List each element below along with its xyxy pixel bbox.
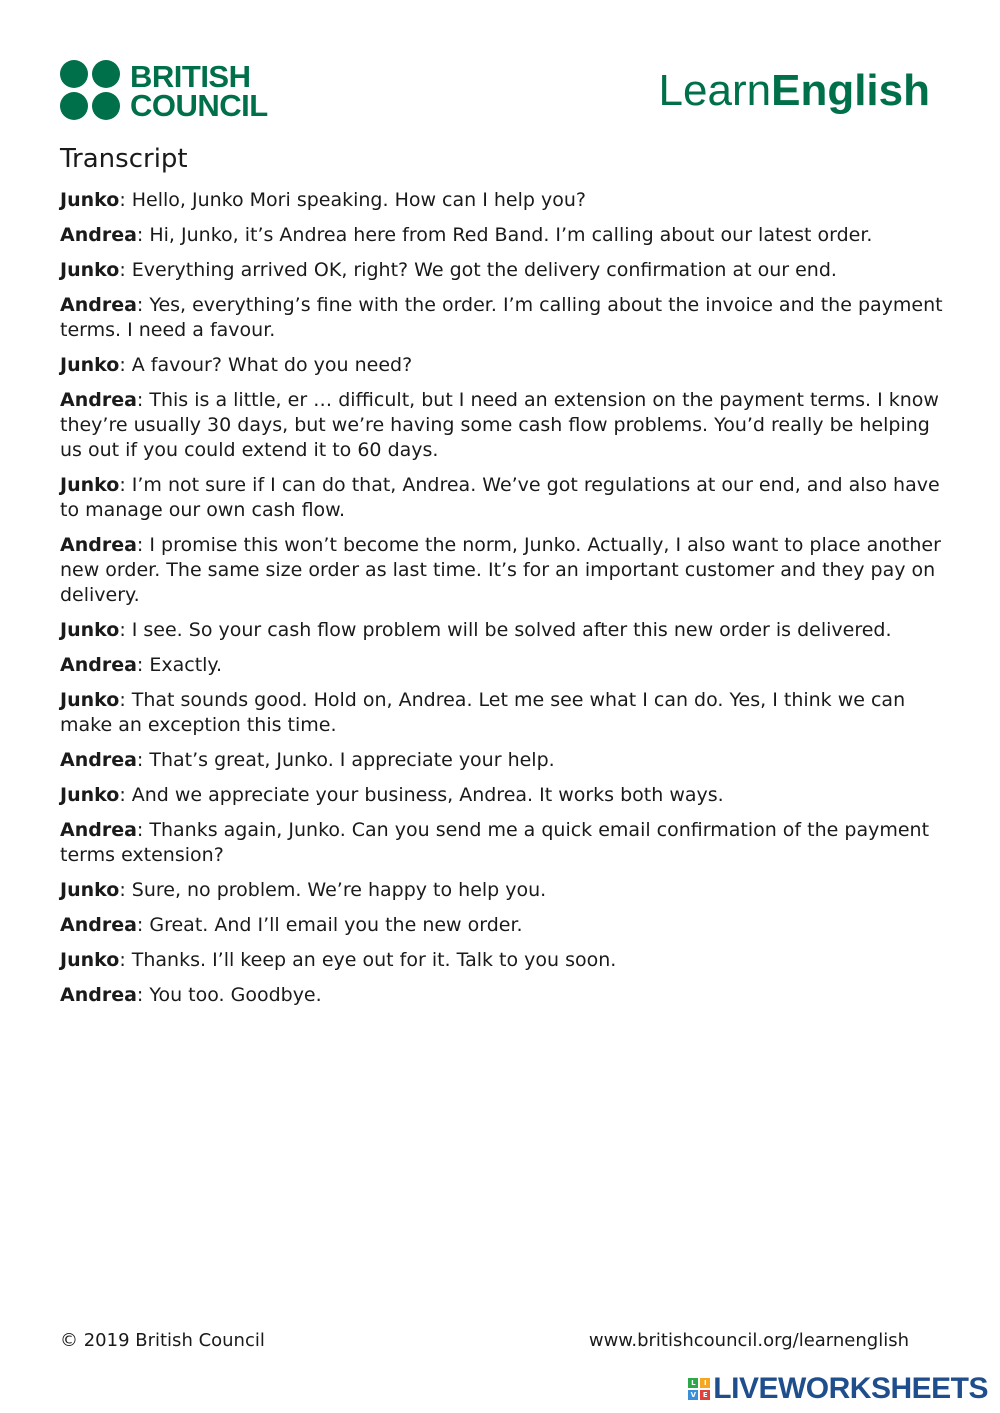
transcript-line	[60, 913, 945, 938]
british-council-logo	[60, 60, 268, 122]
speaker-name: Junko	[60, 689, 120, 711]
line-text: : Exactly.	[136, 654, 223, 676]
speaker-name: Junko	[60, 354, 120, 376]
speaker-name: Andrea	[60, 654, 137, 676]
british-council-wordmark	[130, 59, 268, 123]
line-text: : Thanks again, Junko. Can you send me a quick email confirmation of the payment terms extension?	[60, 819, 930, 866]
british-council-dots-icon	[60, 60, 122, 122]
speaker-name: Junko	[60, 949, 120, 971]
speaker-name: Junko	[60, 619, 120, 641]
line-text: : This is a little, er … difficult, but I need an extension on the payment terms. I know they’re usually 30 days, but we’re having some cash flow problems. You’d really be helping us out if you could extend it to 60 days.	[60, 389, 939, 461]
liveworksheets-text: LIVEWORKSHEETS	[713, 1372, 988, 1405]
speaker-name: Andrea	[60, 534, 137, 556]
transcript-line	[60, 748, 945, 773]
line-text: : That sounds good. Hold on, Andrea. Let me see what I can do. Yes, I think we can make an exception this time.	[60, 689, 906, 736]
line-text: : Great. And I’ll email you the new order.	[136, 914, 523, 936]
transcript-line	[60, 878, 945, 903]
speaker-name: Junko	[60, 189, 120, 211]
bc-logo-line1: BRITISH	[130, 59, 251, 94]
speaker-name: Junko	[60, 784, 120, 806]
learnenglish-logo	[659, 66, 930, 116]
line-text: : I promise this won’t become the norm, Junko. Actually, I also want to place another new order. The same size order as last time. It’s for an important customer and they pay on delivery.	[60, 534, 941, 606]
line-text: : Everything arrived OK, right? We got the delivery confirmation at our end.	[119, 259, 837, 281]
line-text: : I see. So your cash flow problem will be solved after this new order is delivered.	[119, 619, 892, 641]
line-text: : I’m not sure if I can do that, Andrea. We’ve got regulations at our end, and also have to manage our own cash flow.	[60, 474, 940, 521]
speaker-name: Andrea	[60, 389, 137, 411]
line-text: : Sure, no problem. We’re happy to help you.	[119, 879, 547, 901]
line-text: : Yes, everything’s fine with the order. I’m calling about the invoice and the payment terms. I need a favour.	[60, 294, 943, 341]
transcript-line	[60, 293, 945, 343]
transcript-line	[60, 653, 945, 678]
line-text: : A favour? What do you need?	[119, 354, 413, 376]
footer-copyright: © 2019 British Council	[60, 1330, 265, 1351]
line-text: : Hi, Junko, it’s Andrea here from Red Band. I’m calling about our latest order.	[136, 224, 873, 246]
transcript-line	[60, 618, 945, 643]
speaker-name: Andrea	[60, 984, 137, 1006]
transcript-line	[60, 948, 945, 973]
speaker-name: Andrea	[60, 294, 137, 316]
le-logo-light: Learn	[658, 66, 772, 115]
transcript-line	[60, 388, 945, 463]
liveworksheets-watermark	[688, 1372, 988, 1406]
transcript-line	[60, 258, 945, 283]
line-text: : You too. Goodbye.	[136, 984, 322, 1006]
transcript-line	[60, 983, 945, 1008]
line-text: : That’s great, Junko. I appreciate your help.	[136, 749, 555, 771]
transcript-line	[60, 818, 945, 868]
transcript-line	[60, 473, 945, 523]
transcript-line	[60, 223, 945, 248]
liveworksheets-icon: L I V E	[688, 1378, 710, 1400]
transcript-line	[60, 353, 945, 378]
le-logo-bold: English	[771, 66, 930, 115]
transcript-line	[60, 533, 945, 608]
transcript-line	[60, 783, 945, 808]
transcript-line	[60, 188, 945, 213]
speaker-name: Junko	[60, 879, 120, 901]
bc-logo-line2: COUNCIL	[130, 88, 268, 123]
speaker-name: Andrea	[60, 749, 137, 771]
transcript	[60, 188, 945, 1018]
speaker-name: Andrea	[60, 914, 137, 936]
transcript-line	[60, 688, 945, 738]
line-text: : Hello, Junko Mori speaking. How can I help you?	[119, 189, 586, 211]
line-text: : And we appreciate your business, Andrea. It works both ways.	[119, 784, 724, 806]
line-text: : Thanks. I’ll keep an eye out for it. Talk to you soon.	[119, 949, 617, 971]
footer-url[interactable]: www.britishcouncil.org/learnenglish	[588, 1330, 909, 1351]
page-title: Transcript	[60, 144, 188, 174]
speaker-name: Andrea	[60, 819, 137, 841]
speaker-name: Andrea	[60, 224, 137, 246]
speaker-name: Junko	[60, 474, 120, 496]
speaker-name: Junko	[60, 259, 120, 281]
